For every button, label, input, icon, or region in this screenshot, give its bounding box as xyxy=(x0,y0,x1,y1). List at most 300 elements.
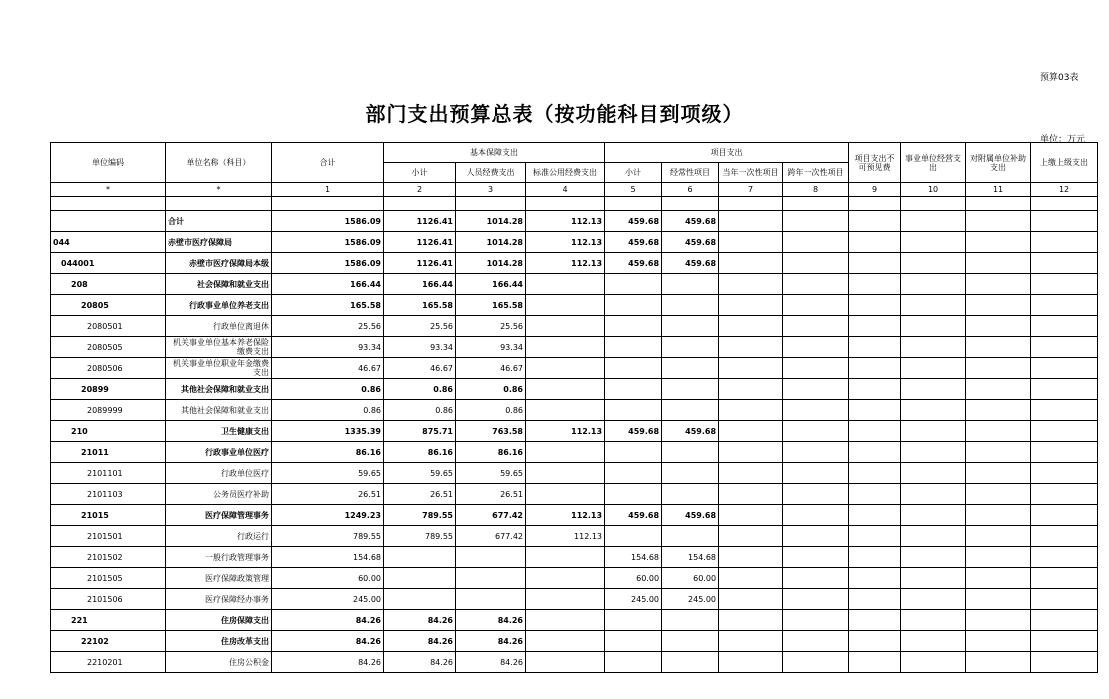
row-code: 2080501 xyxy=(51,316,166,337)
row-public: 112.13 xyxy=(526,421,605,442)
row-personnel: 677.42 xyxy=(456,505,526,526)
row-public xyxy=(526,463,605,484)
row-proj-subtotal xyxy=(605,274,662,295)
table-row xyxy=(51,379,1098,400)
row-code: 044 xyxy=(51,232,166,253)
row-recurring xyxy=(662,652,719,673)
empty-cell xyxy=(849,610,901,631)
row-code: 2101506 xyxy=(51,589,166,610)
empty-cell xyxy=(901,232,966,253)
empty-cell xyxy=(849,316,901,337)
empty-cell xyxy=(849,442,901,463)
empty-cell xyxy=(1031,400,1098,421)
row-personnel: 166.44 xyxy=(456,274,526,295)
row-name: 一般行政管理事务 xyxy=(166,547,272,568)
empty-cell xyxy=(526,197,605,211)
row-name: 医疗保障经办事务 xyxy=(166,589,272,610)
row-proj-subtotal: 245.00 xyxy=(605,589,662,610)
row-code: 2080506 xyxy=(51,358,166,379)
row-total: 0.86 xyxy=(272,379,384,400)
row-personnel: 763.58 xyxy=(456,421,526,442)
row-recurring: 459.68 xyxy=(662,232,719,253)
row-recurring xyxy=(662,610,719,631)
empty-cell xyxy=(605,197,662,211)
empty-cell xyxy=(849,274,901,295)
empty-cell xyxy=(783,197,849,211)
row-proj-subtotal: 154.68 xyxy=(605,547,662,568)
empty-cell xyxy=(384,197,456,211)
row-code: 2089999 xyxy=(51,400,166,421)
row-name: 行政运行 xyxy=(166,526,272,547)
empty-cell xyxy=(783,652,849,673)
row-personnel: 1014.28 xyxy=(456,253,526,274)
empty-cell xyxy=(783,589,849,610)
row-name: 合计 xyxy=(166,211,272,232)
row-name: 行政单位医疗 xyxy=(166,463,272,484)
empty-cell xyxy=(966,337,1031,358)
row-personnel: 84.26 xyxy=(456,652,526,673)
row-code: 2101501 xyxy=(51,526,166,547)
row-recurring: 154.68 xyxy=(662,547,719,568)
empty-cell xyxy=(783,505,849,526)
empty-cell xyxy=(719,400,783,421)
empty-cell xyxy=(783,232,849,253)
empty-cell xyxy=(719,211,783,232)
index-cell: 9 xyxy=(849,183,901,197)
empty-cell xyxy=(966,358,1031,379)
row-public xyxy=(526,337,605,358)
row-proj-subtotal xyxy=(605,631,662,652)
row-code: 2101505 xyxy=(51,568,166,589)
unit-label: 单位：万元 xyxy=(1040,135,1086,145)
empty-cell xyxy=(719,631,783,652)
index-cell: * xyxy=(51,183,166,197)
empty-cell xyxy=(966,197,1031,211)
empty-cell xyxy=(719,358,783,379)
empty-cell xyxy=(966,379,1031,400)
empty-cell xyxy=(966,568,1031,589)
row-name: 行政单位离退休 xyxy=(166,316,272,337)
table-row xyxy=(51,526,1098,547)
table-row xyxy=(51,631,1098,652)
row-recurring xyxy=(662,295,719,316)
row-public xyxy=(526,652,605,673)
empty-cell xyxy=(719,253,783,274)
row-total: 1335.39 xyxy=(272,421,384,442)
empty-cell xyxy=(966,652,1031,673)
empty-cell xyxy=(783,484,849,505)
row-recurring xyxy=(662,463,719,484)
row-code: 2101502 xyxy=(51,547,166,568)
row-name: 医疗保障政策管理 xyxy=(166,568,272,589)
table-row xyxy=(51,568,1098,589)
row-public: 112.13 xyxy=(526,232,605,253)
empty-cell xyxy=(783,400,849,421)
header-unforeseen: 项目支出不可预见费 xyxy=(849,143,901,183)
row-proj-subtotal xyxy=(605,526,662,547)
row-name: 行政事业单位养老支出 xyxy=(166,295,272,316)
row-recurring xyxy=(662,484,719,505)
row-total: 1586.09 xyxy=(272,211,384,232)
empty-cell xyxy=(1031,421,1098,442)
empty-cell xyxy=(783,337,849,358)
row-total: 86.16 xyxy=(272,442,384,463)
row-subtotal: 84.26 xyxy=(384,610,456,631)
index-cell: 5 xyxy=(605,183,662,197)
table-row xyxy=(51,547,1098,568)
table-row xyxy=(51,421,1098,442)
index-cell: 10 xyxy=(901,183,966,197)
row-subtotal: 789.55 xyxy=(384,526,456,547)
table-row xyxy=(51,358,1098,379)
empty-cell xyxy=(1031,337,1098,358)
index-cell: 8 xyxy=(783,183,849,197)
row-proj-subtotal xyxy=(605,652,662,673)
index-cell: 4 xyxy=(526,183,605,197)
empty-cell xyxy=(719,505,783,526)
table-row xyxy=(51,505,1098,526)
header-recurring: 经常性项目 xyxy=(662,163,719,183)
row-subtotal xyxy=(384,568,456,589)
row-subtotal: 25.56 xyxy=(384,316,456,337)
header-subtotal: 小计 xyxy=(384,163,456,183)
row-name: 公务员医疗补助 xyxy=(166,484,272,505)
empty-cell xyxy=(1031,358,1098,379)
table-row xyxy=(51,400,1098,421)
empty-cell xyxy=(966,316,1031,337)
empty-cell xyxy=(966,589,1031,610)
empty-cell xyxy=(783,442,849,463)
header-proj-subtotal: 小计 xyxy=(605,163,662,183)
empty-cell xyxy=(966,421,1031,442)
row-subtotal xyxy=(384,547,456,568)
empty-cell xyxy=(1031,631,1098,652)
empty-cell xyxy=(1031,589,1098,610)
row-public xyxy=(526,610,605,631)
empty-cell xyxy=(849,589,901,610)
table-row xyxy=(51,610,1098,631)
row-code: 21011 xyxy=(51,442,166,463)
row-name: 医疗保障管理事务 xyxy=(166,505,272,526)
index-cell: 7 xyxy=(719,183,783,197)
empty-cell xyxy=(901,358,966,379)
row-subtotal: 165.58 xyxy=(384,295,456,316)
empty-cell xyxy=(783,526,849,547)
empty-cell xyxy=(1031,442,1098,463)
empty-cell xyxy=(719,316,783,337)
table-row xyxy=(51,316,1098,337)
row-total: 1249.23 xyxy=(272,505,384,526)
row-total: 166.44 xyxy=(272,274,384,295)
header-current-once: 当年一次性项目 xyxy=(719,163,783,183)
row-personnel: 0.86 xyxy=(456,379,526,400)
row-subtotal: 26.51 xyxy=(384,484,456,505)
row-personnel: 46.67 xyxy=(456,358,526,379)
row-subtotal: 86.16 xyxy=(384,442,456,463)
empty-cell xyxy=(849,295,901,316)
row-public xyxy=(526,631,605,652)
empty-cell xyxy=(783,421,849,442)
table-row xyxy=(51,652,1098,673)
row-public xyxy=(526,589,605,610)
row-subtotal: 789.55 xyxy=(384,505,456,526)
row-name: 赤壁市医疗保障局本级 xyxy=(166,253,272,274)
empty-cell xyxy=(783,568,849,589)
empty-cell xyxy=(1031,295,1098,316)
empty-cell xyxy=(966,526,1031,547)
row-personnel: 59.65 xyxy=(456,463,526,484)
row-public: 112.13 xyxy=(526,211,605,232)
empty-cell xyxy=(1031,379,1098,400)
row-code: 20805 xyxy=(51,295,166,316)
row-personnel: 0.86 xyxy=(456,400,526,421)
row-total: 60.00 xyxy=(272,568,384,589)
row-code: 22102 xyxy=(51,631,166,652)
empty-cell xyxy=(719,421,783,442)
empty-cell xyxy=(966,211,1031,232)
header-public: 标准公用经费支出 xyxy=(526,163,605,183)
row-personnel: 1014.28 xyxy=(456,211,526,232)
table-body xyxy=(51,183,1098,673)
empty-cell xyxy=(719,379,783,400)
empty-cell xyxy=(849,568,901,589)
empty-cell xyxy=(901,211,966,232)
index-cell: 11 xyxy=(966,183,1031,197)
empty-cell xyxy=(1031,526,1098,547)
row-subtotal: 875.71 xyxy=(384,421,456,442)
row-subtotal: 0.86 xyxy=(384,400,456,421)
empty-cell xyxy=(901,547,966,568)
row-total: 245.00 xyxy=(272,589,384,610)
row-total: 789.55 xyxy=(272,526,384,547)
row-public xyxy=(526,274,605,295)
empty-cell xyxy=(966,295,1031,316)
row-name: 卫生健康支出 xyxy=(166,421,272,442)
row-proj-subtotal xyxy=(605,610,662,631)
row-personnel: 86.16 xyxy=(456,442,526,463)
empty-cell xyxy=(901,568,966,589)
row-subtotal: 46.67 xyxy=(384,358,456,379)
row-recurring: 60.00 xyxy=(662,568,719,589)
empty-cell xyxy=(966,274,1031,295)
row-public: 112.13 xyxy=(526,526,605,547)
row-total: 84.26 xyxy=(272,631,384,652)
row-personnel xyxy=(456,547,526,568)
empty-cell xyxy=(1031,316,1098,337)
row-name: 机关事业单位职业年金缴费支出 xyxy=(166,358,272,379)
row-subtotal: 0.86 xyxy=(384,379,456,400)
empty-cell xyxy=(849,463,901,484)
row-recurring xyxy=(662,274,719,295)
header-personnel: 人员经费支出 xyxy=(456,163,526,183)
row-name: 机关事业单位基本养老保险缴费支出 xyxy=(166,337,272,358)
row-personnel: 165.58 xyxy=(456,295,526,316)
empty-cell xyxy=(901,463,966,484)
empty-cell xyxy=(1031,505,1098,526)
empty-cell xyxy=(901,295,966,316)
row-public xyxy=(526,379,605,400)
empty-cell xyxy=(849,505,901,526)
empty-cell xyxy=(1031,610,1098,631)
empty-cell xyxy=(719,484,783,505)
row-public xyxy=(526,316,605,337)
row-proj-subtotal xyxy=(605,316,662,337)
table-row xyxy=(51,232,1098,253)
header-cross-year: 跨年一次性项目 xyxy=(783,163,849,183)
empty-cell xyxy=(901,526,966,547)
row-total: 46.67 xyxy=(272,358,384,379)
row-total: 84.26 xyxy=(272,652,384,673)
empty-cell xyxy=(966,631,1031,652)
empty-cell xyxy=(719,337,783,358)
empty-cell xyxy=(966,547,1031,568)
row-total: 25.56 xyxy=(272,316,384,337)
row-total: 93.34 xyxy=(272,337,384,358)
row-recurring: 459.68 xyxy=(662,421,719,442)
table-row xyxy=(51,337,1098,358)
empty-cell xyxy=(456,197,526,211)
empty-cell xyxy=(849,652,901,673)
row-proj-subtotal: 459.68 xyxy=(605,211,662,232)
row-proj-subtotal xyxy=(605,295,662,316)
empty-cell xyxy=(966,232,1031,253)
row-proj-subtotal: 60.00 xyxy=(605,568,662,589)
row-recurring xyxy=(662,526,719,547)
empty-cell xyxy=(783,274,849,295)
row-recurring xyxy=(662,631,719,652)
row-personnel xyxy=(456,589,526,610)
row-personnel: 84.26 xyxy=(456,631,526,652)
row-name: 其他社会保障和就业支出 xyxy=(166,379,272,400)
row-public xyxy=(526,358,605,379)
row-recurring xyxy=(662,316,719,337)
row-public: 112.13 xyxy=(526,505,605,526)
empty-cell xyxy=(901,652,966,673)
empty-cell xyxy=(783,631,849,652)
empty-cell xyxy=(51,197,166,211)
empty-cell xyxy=(849,547,901,568)
empty-cell xyxy=(966,505,1031,526)
row-subtotal: 93.34 xyxy=(384,337,456,358)
row-recurring: 459.68 xyxy=(662,253,719,274)
row-public: 112.13 xyxy=(526,253,605,274)
row-subtotal: 84.26 xyxy=(384,631,456,652)
row-subtotal: 1126.41 xyxy=(384,253,456,274)
row-personnel: 677.42 xyxy=(456,526,526,547)
empty-cell xyxy=(783,358,849,379)
empty-cell xyxy=(966,484,1031,505)
empty-cell xyxy=(719,526,783,547)
empty-cell xyxy=(1031,652,1098,673)
row-proj-subtotal xyxy=(605,358,662,379)
empty-cell xyxy=(849,421,901,442)
index-cell: 12 xyxy=(1031,183,1098,197)
table-row xyxy=(51,295,1098,316)
empty-cell xyxy=(719,295,783,316)
empty-cell xyxy=(783,379,849,400)
row-subtotal: 1126.41 xyxy=(384,232,456,253)
budget-table xyxy=(50,142,1098,673)
row-code: 044001 xyxy=(51,253,166,274)
table-row xyxy=(51,463,1098,484)
empty-cell xyxy=(849,232,901,253)
empty-cell xyxy=(719,589,783,610)
empty-cell xyxy=(1031,484,1098,505)
row-name: 社会保障和就业支出 xyxy=(166,274,272,295)
row-personnel: 84.26 xyxy=(456,610,526,631)
empty-cell xyxy=(901,253,966,274)
row-subtotal: 59.65 xyxy=(384,463,456,484)
row-name: 住房公积金 xyxy=(166,652,272,673)
row-code: 210 xyxy=(51,421,166,442)
empty-cell xyxy=(849,211,901,232)
table-row xyxy=(51,484,1098,505)
table-row xyxy=(51,442,1098,463)
index-row xyxy=(51,183,1098,197)
empty-cell xyxy=(901,442,966,463)
empty-cell xyxy=(849,358,901,379)
empty-cell xyxy=(901,337,966,358)
table-row xyxy=(51,274,1098,295)
empty-cell xyxy=(719,652,783,673)
empty-cell xyxy=(849,631,901,652)
empty-cell xyxy=(783,610,849,631)
header-unit-name: 单位名称（科目） xyxy=(166,143,272,183)
header-subsidy: 对附属单位补助支出 xyxy=(966,143,1031,183)
row-recurring xyxy=(662,379,719,400)
row-name: 赤壁市医疗保障局 xyxy=(166,232,272,253)
empty-cell xyxy=(719,442,783,463)
empty-cell xyxy=(901,610,966,631)
empty-cell xyxy=(849,484,901,505)
row-proj-subtotal xyxy=(605,400,662,421)
empty-cell xyxy=(966,442,1031,463)
row-code xyxy=(51,211,166,232)
header-upper: 上缴上级支出 xyxy=(1031,143,1098,183)
row-code: 221 xyxy=(51,610,166,631)
row-public xyxy=(526,547,605,568)
empty-cell xyxy=(783,463,849,484)
empty-cell xyxy=(719,197,783,211)
row-public xyxy=(526,400,605,421)
index-cell: 1 xyxy=(272,183,384,197)
row-code: 2101101 xyxy=(51,463,166,484)
row-total: 26.51 xyxy=(272,484,384,505)
empty-cell xyxy=(783,547,849,568)
index-cell: 3 xyxy=(456,183,526,197)
row-recurring xyxy=(662,400,719,421)
empty-cell xyxy=(901,316,966,337)
row-total: 1586.09 xyxy=(272,232,384,253)
index-cell: 6 xyxy=(662,183,719,197)
row-public xyxy=(526,568,605,589)
empty-cell xyxy=(901,379,966,400)
row-public xyxy=(526,442,605,463)
header-unit-code: 单位编码 xyxy=(51,143,166,183)
row-proj-subtotal: 459.68 xyxy=(605,253,662,274)
row-code: 208 xyxy=(51,274,166,295)
row-name: 其他社会保障和就业支出 xyxy=(166,400,272,421)
empty-cell xyxy=(719,568,783,589)
row-personnel: 25.56 xyxy=(456,316,526,337)
header-operating: 事业单位经营支出 xyxy=(901,143,966,183)
row-proj-subtotal xyxy=(605,379,662,400)
empty-cell xyxy=(849,526,901,547)
sheet-code: 预算03表 xyxy=(1040,73,1079,83)
index-cell: * xyxy=(166,183,272,197)
empty-cell xyxy=(719,274,783,295)
table-row xyxy=(51,253,1098,274)
